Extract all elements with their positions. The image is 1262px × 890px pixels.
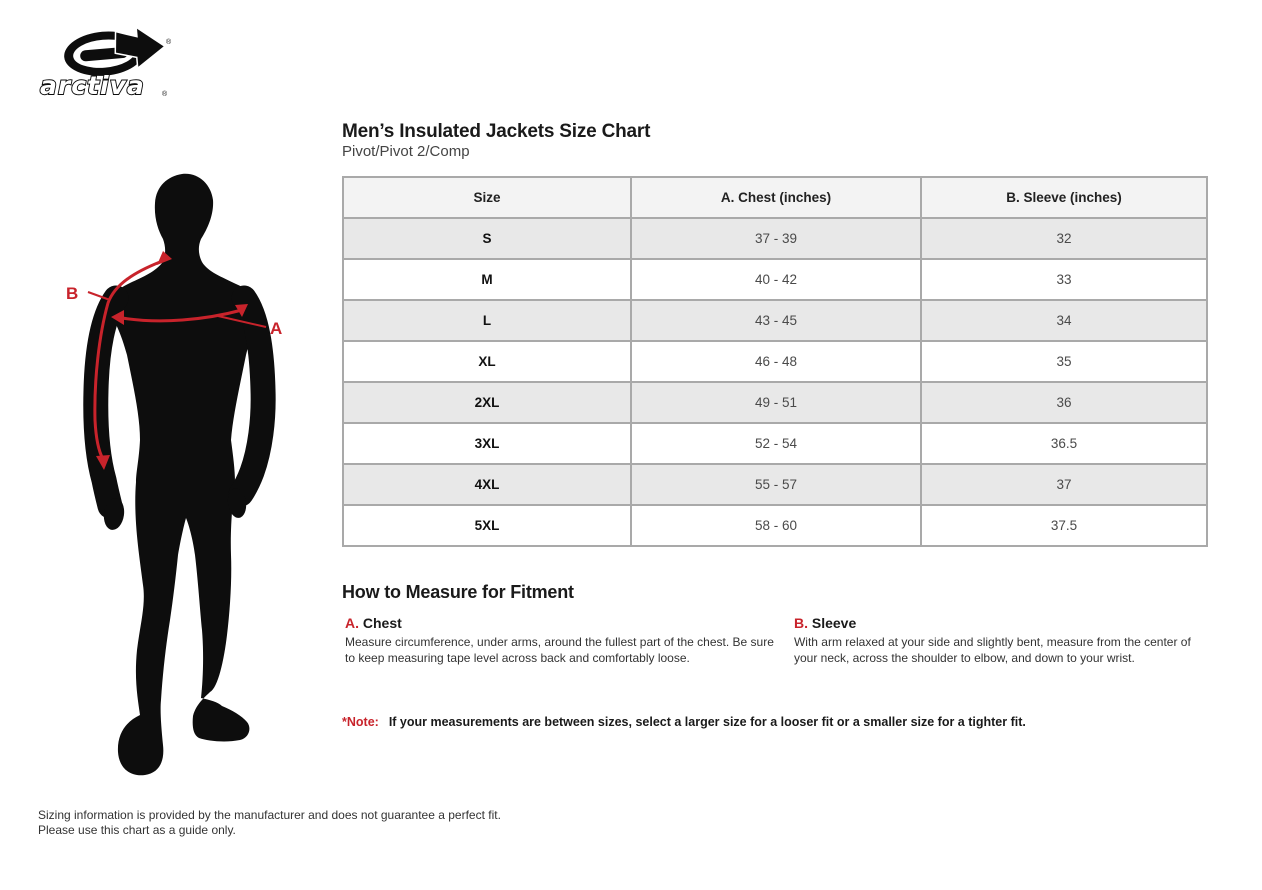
chest-cell: 40 - 42 [631, 259, 921, 300]
header-sleeve: B. Sleeve (inches) [921, 177, 1207, 218]
sleeve-measure-section [794, 615, 1208, 666]
size-cell: 2XL [343, 382, 631, 423]
table-row [343, 464, 1207, 505]
brand-logo [38, 22, 178, 102]
sleeve-measure-text: With arm relaxed at your side and slightly bent, measure from the center of your neck, across the shoulder to elbow, and down to your wrist. [793, 635, 1191, 665]
body-silhouette-icon [55, 165, 320, 795]
disclaimer-line-1: Sizing information is provided by the manufacturer and does not guarantee a perfect fit. [38, 808, 501, 822]
chest-measure-text: Measure circumference, under arms, around the fullest part of the chest. Be sure to keep measuring tape level across back and comfortably loose. [345, 635, 774, 665]
sleeve-cell: 37.5 [921, 505, 1207, 546]
table-row [343, 218, 1207, 259]
sizing-note [342, 715, 1208, 729]
chest-cell: 58 - 60 [631, 505, 921, 546]
chest-cell: 37 - 39 [631, 218, 921, 259]
sleeve-cell: 37 [921, 464, 1207, 505]
sleeve-cell: 36.5 [921, 423, 1207, 464]
disclaimer [38, 808, 501, 838]
how-to-measure-heading: How to Measure for Fitment [342, 582, 574, 602]
header-size: Size [343, 177, 631, 218]
disclaimer-line-2: Please use this chart as a guide only. [38, 823, 236, 837]
arctiva-logo-icon [38, 22, 178, 102]
chest-label-name: Chest [362, 615, 402, 631]
sleeve-cell: 36 [921, 382, 1207, 423]
sleeve-cell: 34 [921, 300, 1207, 341]
table-row [343, 300, 1207, 341]
size-cell: M [343, 259, 631, 300]
figure-label-a: A [270, 319, 283, 338]
header-chest: A. Chest (inches) [631, 177, 921, 218]
logo-registered-mark: ® [162, 91, 168, 98]
sleeve-label-name: Sleeve [811, 615, 857, 631]
logo-wordmark: arctiva [40, 71, 145, 100]
chest-cell: 55 - 57 [631, 464, 921, 505]
chest-cell: 46 - 48 [631, 341, 921, 382]
table-row [343, 423, 1207, 464]
chest-cell: 49 - 51 [631, 382, 921, 423]
sleeve-measure-label [794, 615, 1208, 632]
size-cell: 4XL [343, 464, 631, 505]
sleeve-cell: 35 [921, 341, 1207, 382]
size-cell: 5XL [343, 505, 631, 546]
note-label: *Note: [342, 715, 379, 729]
measurement-figure [55, 165, 320, 795]
size-table-header-row [343, 177, 1207, 218]
table-row [343, 341, 1207, 382]
page-title: Men’s Insulated Jackets Size Chart [342, 121, 651, 142]
main-content [342, 122, 1208, 729]
logo-registered-top: ® [166, 39, 172, 46]
page-subtitle: Pivot/Pivot 2/Comp [342, 143, 470, 160]
size-cell: 3XL [343, 423, 631, 464]
chest-measure-label [345, 615, 784, 632]
how-to-measure-columns [342, 615, 1208, 666]
sleeve-label-letter: B. [793, 615, 808, 631]
table-row [343, 382, 1207, 423]
size-cell: S [343, 218, 631, 259]
table-row [343, 259, 1207, 300]
figure-label-b: B [66, 284, 79, 303]
chest-cell: 43 - 45 [631, 300, 921, 341]
table-row [343, 505, 1207, 546]
sleeve-cell: 33 [921, 259, 1207, 300]
size-table [342, 176, 1208, 547]
size-cell: XL [343, 341, 631, 382]
size-cell: L [343, 300, 631, 341]
sleeve-cell: 32 [921, 218, 1207, 259]
chest-measure-section [345, 615, 784, 666]
note-text: If your measurements are between sizes, select a larger size for a looser fit or a smaller size for a tighter fit. [388, 715, 1026, 729]
chest-label-letter: A. [345, 615, 359, 631]
chest-cell: 52 - 54 [631, 423, 921, 464]
